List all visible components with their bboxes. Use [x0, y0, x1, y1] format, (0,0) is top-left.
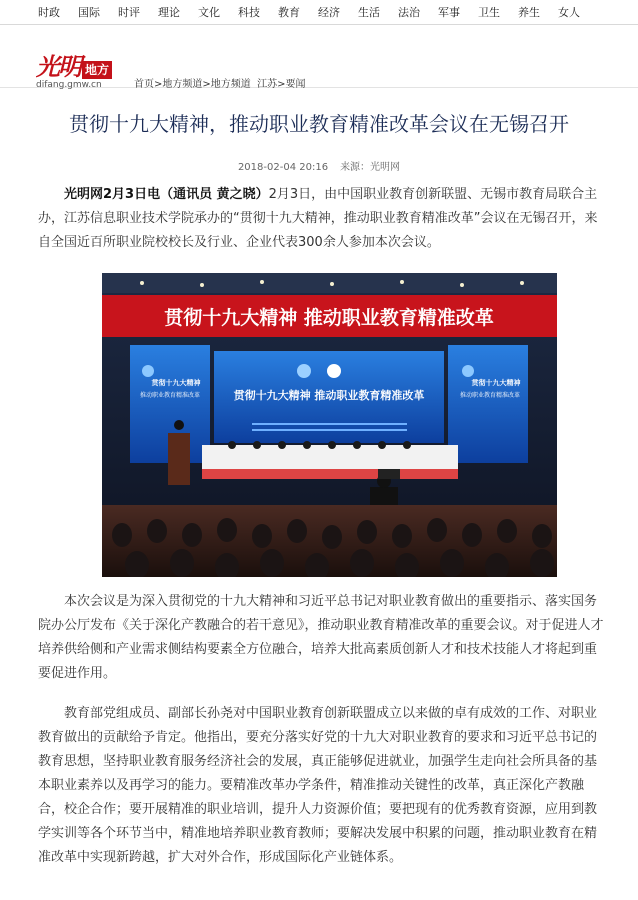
- topnav-item[interactable]: 教育: [278, 6, 300, 19]
- photo-banner-text: 贯彻十九大精神 推动职业教育精准改革: [164, 307, 494, 329]
- article-lead: 光明网2月3日电（通讯员 黄之晓）: [64, 187, 269, 202]
- topnav-item[interactable]: 时政: [38, 6, 60, 19]
- breadcrumb-local-channel-2[interactable]: 地方频道: [210, 79, 251, 90]
- breadcrumb-separator: >: [154, 79, 163, 90]
- paragraph-3-text: 教育部党组成员、副部长孙尧对中国职业教育创新联盟成立以来做的卓有成效的工作、对职业教育做出的贡献给予肯定。他指出，要充分落实好党的十九大对职业教育的要求和习近平总书记的教育思想，坚持职业教育服务经济社会的发展，真正能够促进就业，加强学生走向社会所具备的基本职业素养以及再学习的能力。要精准改革办学条件，精准推动关键性的改革，真正深化产教融合，校企合作；要开展精准的职业培训，提升人力资源价值；要把现有的优秀教育资源，应用到教学实训等各个环节当中，精准地培养职业教育教师；要解决发展中积累的问题，推动职业教育在精准改革中实现新跨越，扩大对外合作，形成国际化产业链体系。: [38, 706, 598, 865]
- breadcrumb-separator: >: [277, 79, 286, 90]
- top-navigation: [0, 0, 638, 25]
- topnav-item[interactable]: 卫生: [478, 6, 500, 19]
- breadcrumb-region[interactable]: 江苏: [257, 79, 278, 90]
- article-paragraph-3: [38, 702, 604, 870]
- conference-photo-illustration: [102, 273, 557, 577]
- topnav-item[interactable]: 法治: [398, 6, 420, 19]
- article-title: 贯彻十九大精神，推动职业教育精准改革会议在无锡召开: [69, 112, 569, 136]
- photo-center-screen-text: 贯彻十九大精神 推动职业教育精准改革: [233, 389, 425, 402]
- topnav-item[interactable]: 养生: [518, 6, 540, 19]
- logo-url: difang.gmw.cn: [36, 80, 102, 90]
- topnav-item[interactable]: 科技: [238, 6, 260, 19]
- article-paragraph-2: [38, 590, 604, 686]
- article-paragraph-1: [38, 183, 604, 255]
- topnav-item[interactable]: 时评: [118, 6, 140, 19]
- site-header: [0, 25, 638, 90]
- photo-left-screen-line-2: 推动职业教育精准改革: [139, 392, 201, 399]
- article-date: 2018-02-04 20:16: [237, 162, 329, 173]
- breadcrumb-separator: >: [202, 79, 211, 90]
- breadcrumb-home[interactable]: 首页: [134, 79, 154, 90]
- topnav-item[interactable]: 女人: [558, 6, 580, 19]
- article-meta: [0, 158, 638, 173]
- topnav-item[interactable]: 理论: [158, 6, 180, 19]
- site-logo[interactable]: [36, 52, 122, 90]
- article-source[interactable]: 来源：光明网: [340, 162, 401, 173]
- breadcrumb-local-channel[interactable]: 地方频道: [162, 79, 203, 90]
- topnav-item[interactable]: 文化: [198, 6, 220, 19]
- breadcrumb-news[interactable]: 要闻: [285, 79, 306, 90]
- photo-right-screen-line-2: 推动职业教育精准改革: [459, 392, 521, 399]
- paragraph-1-text: 2月3日，由中国职业教育创新联盟、无锡市教育局联合主办，江苏信息职业技术学院承办的“贯彻十九大精神，推动职业教育精准改革”会议在无锡召开，来自全国近百所职业院校校长及行业、企业代表300余人参加本次会议。: [38, 187, 598, 250]
- conference-photo: [102, 273, 557, 577]
- breadcrumb: [134, 75, 306, 90]
- topnav-item[interactable]: 国际: [78, 6, 100, 19]
- topnav-item[interactable]: 生活: [358, 6, 380, 19]
- logo-glyph: 光明: [36, 52, 80, 81]
- photo-left-screen-line-1: 贯彻十九大精神: [151, 379, 201, 387]
- paragraph-2-text: 本次会议是为深入贯彻党的十九大精神和习近平总书记对职业教育做出的重要指示、落实国务院办公厅发布《关于深化产教融合的若干意见》，推动职业教育精准改革的重要会议。对于促进人才培养供给侧和产业需求侧结构要素全方位融合，培养大批高素质创新人才和技术技能人才将起到重要促进作用。: [38, 594, 604, 681]
- photo-right-screen-line-1: 贯彻十九大精神: [471, 379, 521, 387]
- topnav-item[interactable]: 军事: [438, 6, 460, 19]
- topnav-item[interactable]: 经济: [318, 6, 340, 19]
- logo-tag: 地方: [82, 61, 112, 79]
